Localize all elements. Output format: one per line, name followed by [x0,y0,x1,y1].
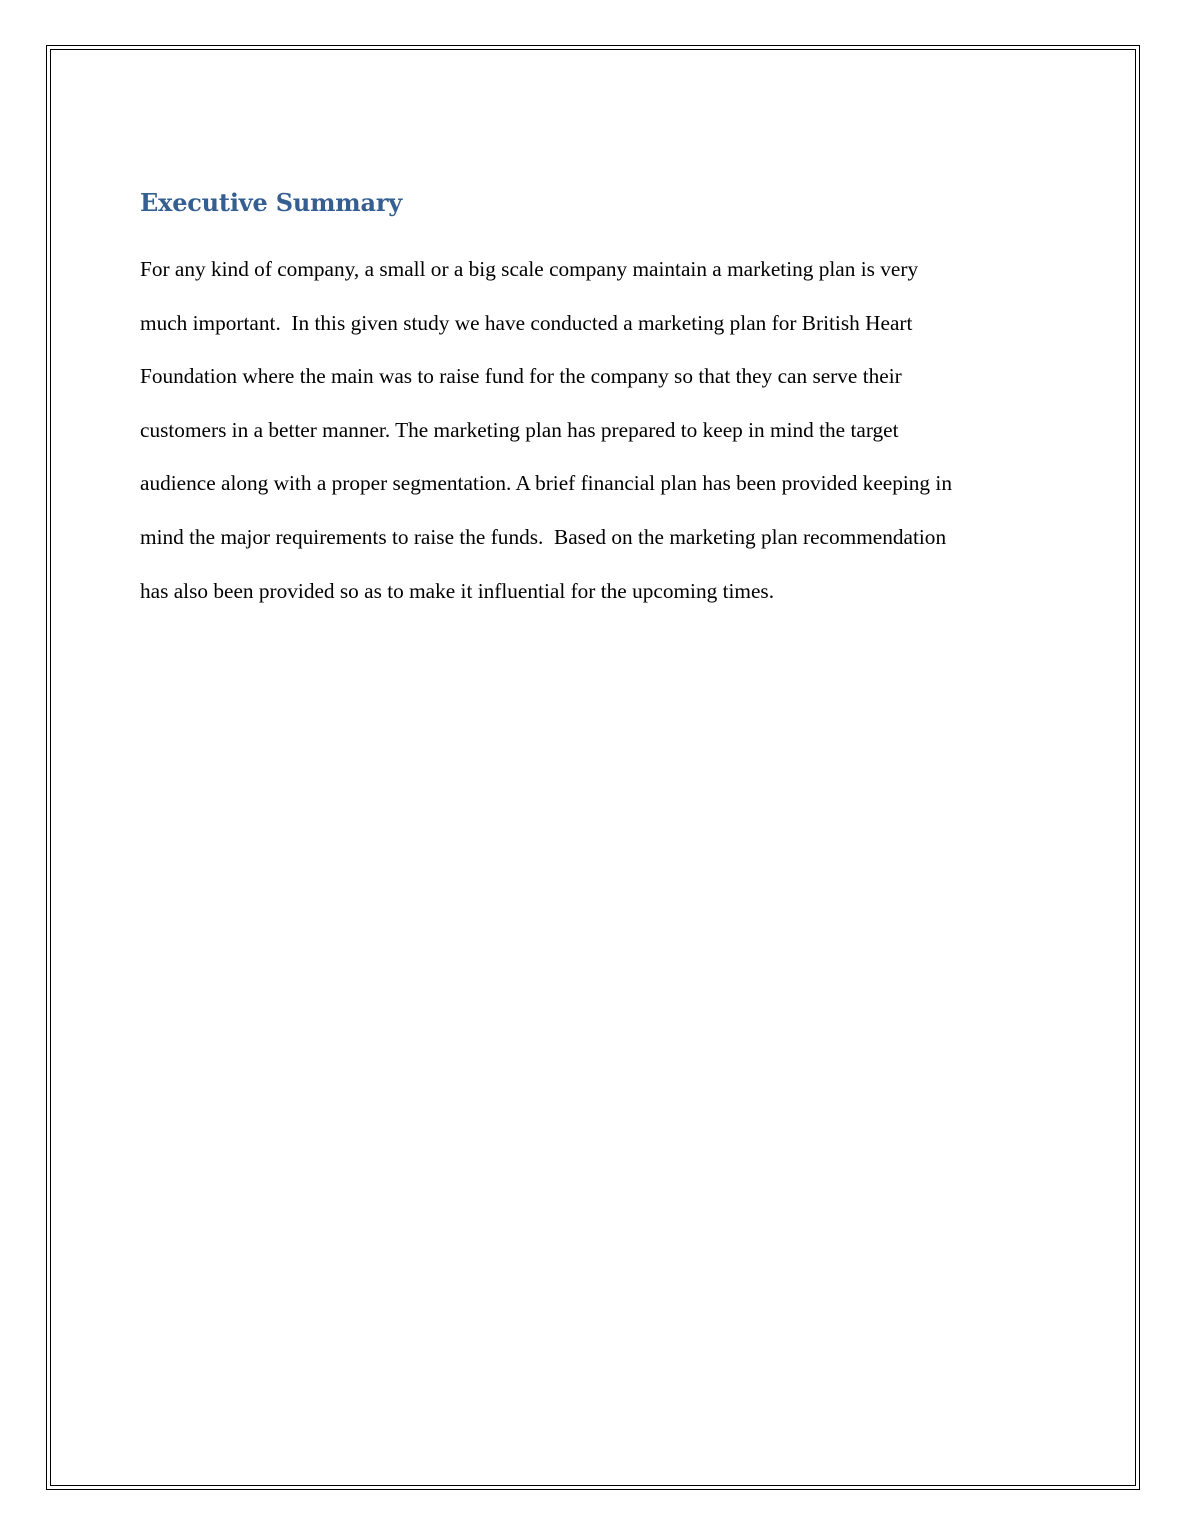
paragraph-line: Foundation where the main was to raise fund for the company so that they can serve their [140,364,902,389]
paragraph-line: For any kind of company, a small or a big scale company maintain a marketing plan is very [140,257,919,281]
body-paragraph [140,243,1050,618]
paragraph-line: has also been provided so as to make it influential for the upcoming times. [140,578,775,603]
paragraph-line: mind the major requirements to raise the funds. Based on the marketing plan recommendation [140,524,947,549]
paragraph-line: customers in a better manner. The marketing plan has prepared to keep in mind the target [140,417,899,442]
document-content [140,185,1050,618]
paragraph-line: much important. In this given study we have conducted a marketing plan for British Heart [140,310,913,335]
paragraph-line: audience along with a proper segmentation. A brief financial plan has been provided keeping in [140,471,952,496]
section-heading: Executive Summary [140,188,403,217]
